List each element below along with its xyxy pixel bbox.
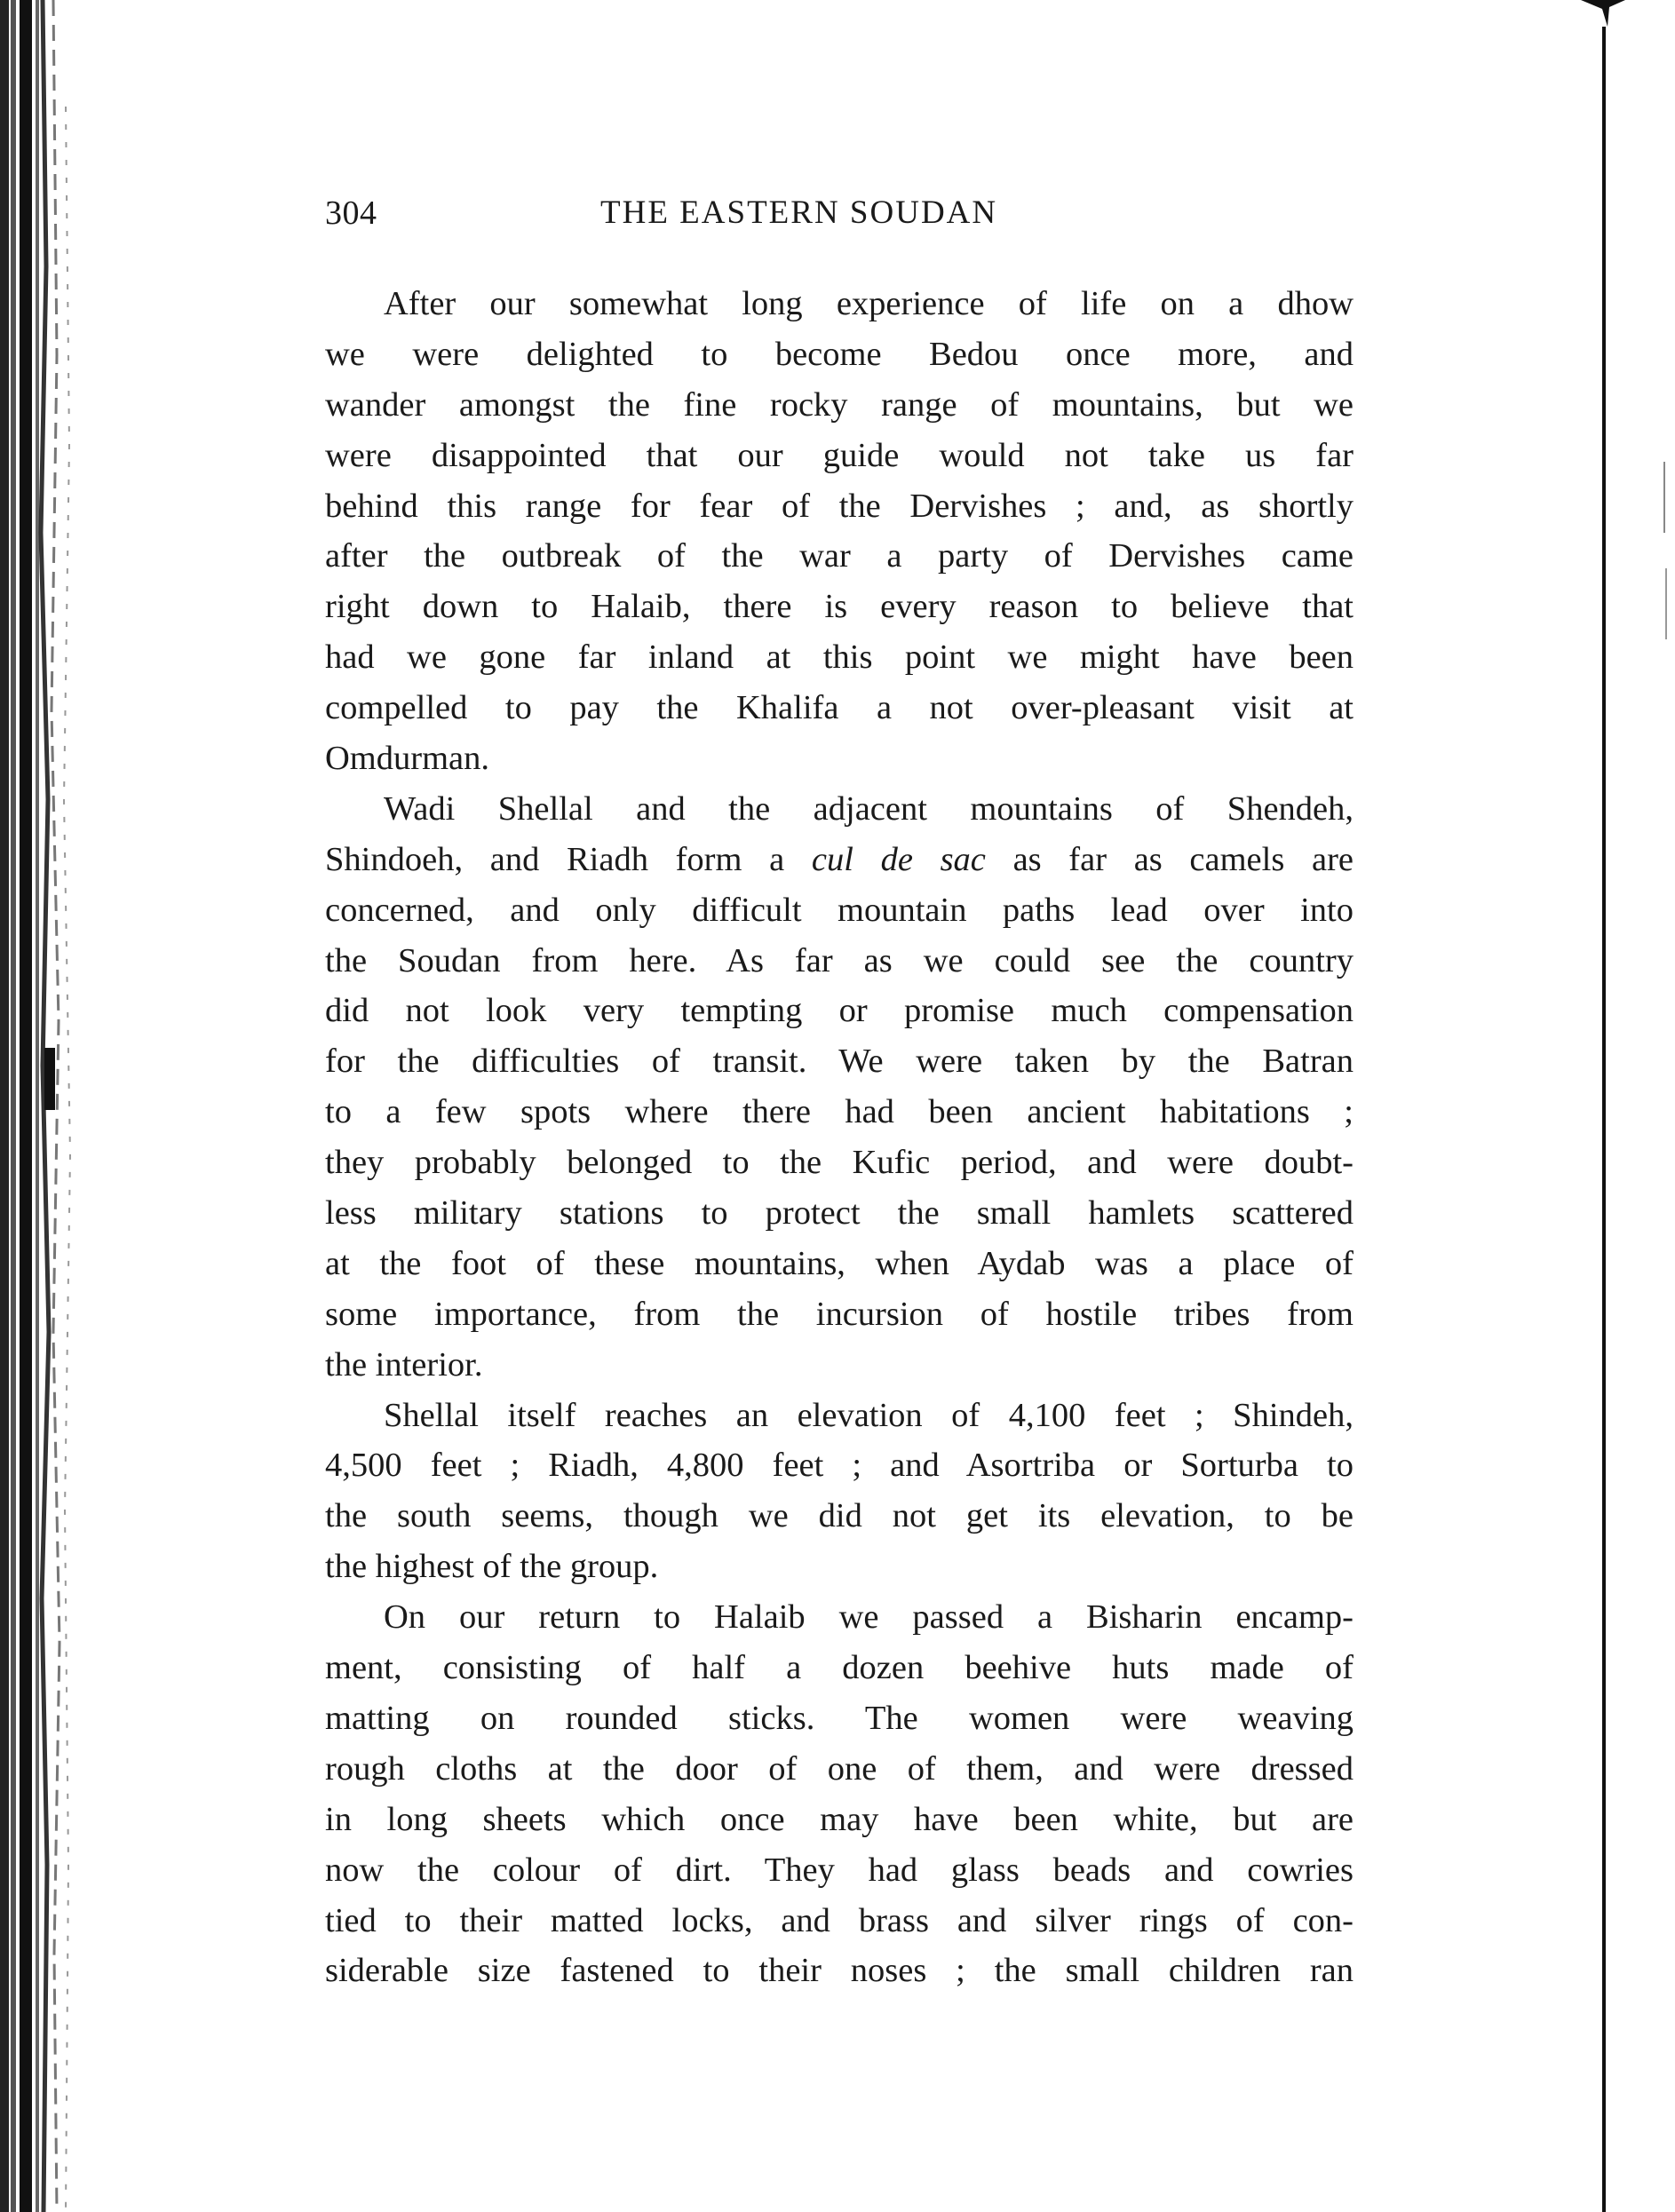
text-line: concerned, and only difficult mountain paths lead over into <box>325 891 1353 929</box>
paragraph-3 <box>325 1391 1353 1593</box>
text-line: wander amongst the fine rocky range of mountains, but we <box>325 385 1353 424</box>
right-page-edge <box>1510 0 1675 2212</box>
italic-phrase: cul de sac <box>811 840 986 878</box>
text-line: some importance, from the incursion of hostile tribes from <box>325 1295 1353 1333</box>
text-run: as far as camels are <box>985 840 1353 878</box>
text-line: Omdurman. <box>325 740 489 778</box>
text-line: 4,500 feet ; Riadh, 4,800 feet ; and Asortriba or Sorturba to <box>325 1447 1353 1485</box>
text-line: for the difficulties of transit. We were taken by the Batran <box>325 1043 1353 1081</box>
text-line: right down to Halaib, there is every reason to believe that <box>325 588 1353 626</box>
text-line: behind this range for fear of the Dervishes ; and, as shortly <box>325 487 1353 525</box>
running-title: THE EASTERN SOUDAN <box>600 194 998 231</box>
text-line-with-italic <box>325 835 1353 885</box>
text-line: compelled to pay the Khalifa a not over-pleasant visit at <box>325 689 1353 727</box>
text-line: we were delighted to become Bedou once more, and <box>325 335 1353 373</box>
text-line: Wadi Shellal and the adjacent mountains of Shendeh, <box>384 789 1353 828</box>
text-line: siderable size fastened to their noses ; the small children ran <box>325 1952 1353 1990</box>
text-line: did not look very tempting or promise much compensation <box>325 992 1353 1030</box>
binding-edge-shadow <box>0 0 82 2212</box>
paragraph-4 <box>325 1592 1353 1996</box>
text-line: ment, consisting of half a dozen beehive huts made of <box>325 1649 1353 1687</box>
text-line: they probably belonged to the Kufic period, and were doubt- <box>325 1144 1353 1182</box>
text-line: were disappointed that our guide would not take us far <box>325 436 1353 474</box>
text-line: to a few spots where there had been ancient habitations ; <box>325 1093 1353 1131</box>
text-line: the south seems, though we did not get its elevation, to be <box>325 1497 1353 1535</box>
text-line: On our return to Halaib we passed a Bisharin encamp- <box>384 1598 1353 1637</box>
text-line: the interior. <box>325 1345 483 1383</box>
text-line: in long sheets which once may have been white, but are <box>325 1800 1353 1838</box>
text-line: matting on rounded sticks. The women were weaving <box>325 1699 1353 1737</box>
running-header <box>325 194 1352 250</box>
text-line: had we gone far inland at this point we might have been <box>325 638 1353 677</box>
page-number: 304 <box>325 194 377 232</box>
text-line: Shellal itself reaches an elevation of 4,100 feet ; Shindeh, <box>384 1396 1353 1434</box>
body-text <box>325 279 1353 1996</box>
text-line: at the foot of these mountains, when Aydab was a place of <box>325 1244 1353 1282</box>
text-line: tied to their matted locks, and brass and silver rings of con- <box>325 1901 1353 1939</box>
text-run: Shindoeh, and Riadh form a <box>325 840 812 878</box>
text-line: after the outbreak of the war a party of Dervishes came <box>325 537 1353 575</box>
text-line: rough cloths at the door of one of them, and were dressed <box>325 1749 1353 1788</box>
text-line: the Soudan from here. As far as we could see the country <box>325 941 1353 979</box>
paragraph-2 <box>325 784 1353 1391</box>
text-line: less military stations to protect the small hamlets scattered <box>325 1194 1353 1233</box>
text-line: After our somewhat long experience of life on a dhow <box>384 285 1353 322</box>
text-line: the highest of the group. <box>325 1548 659 1586</box>
paragraph-1 <box>325 279 1353 784</box>
text-line: now the colour of dirt. They had glass beads and cowries <box>325 1851 1353 1889</box>
